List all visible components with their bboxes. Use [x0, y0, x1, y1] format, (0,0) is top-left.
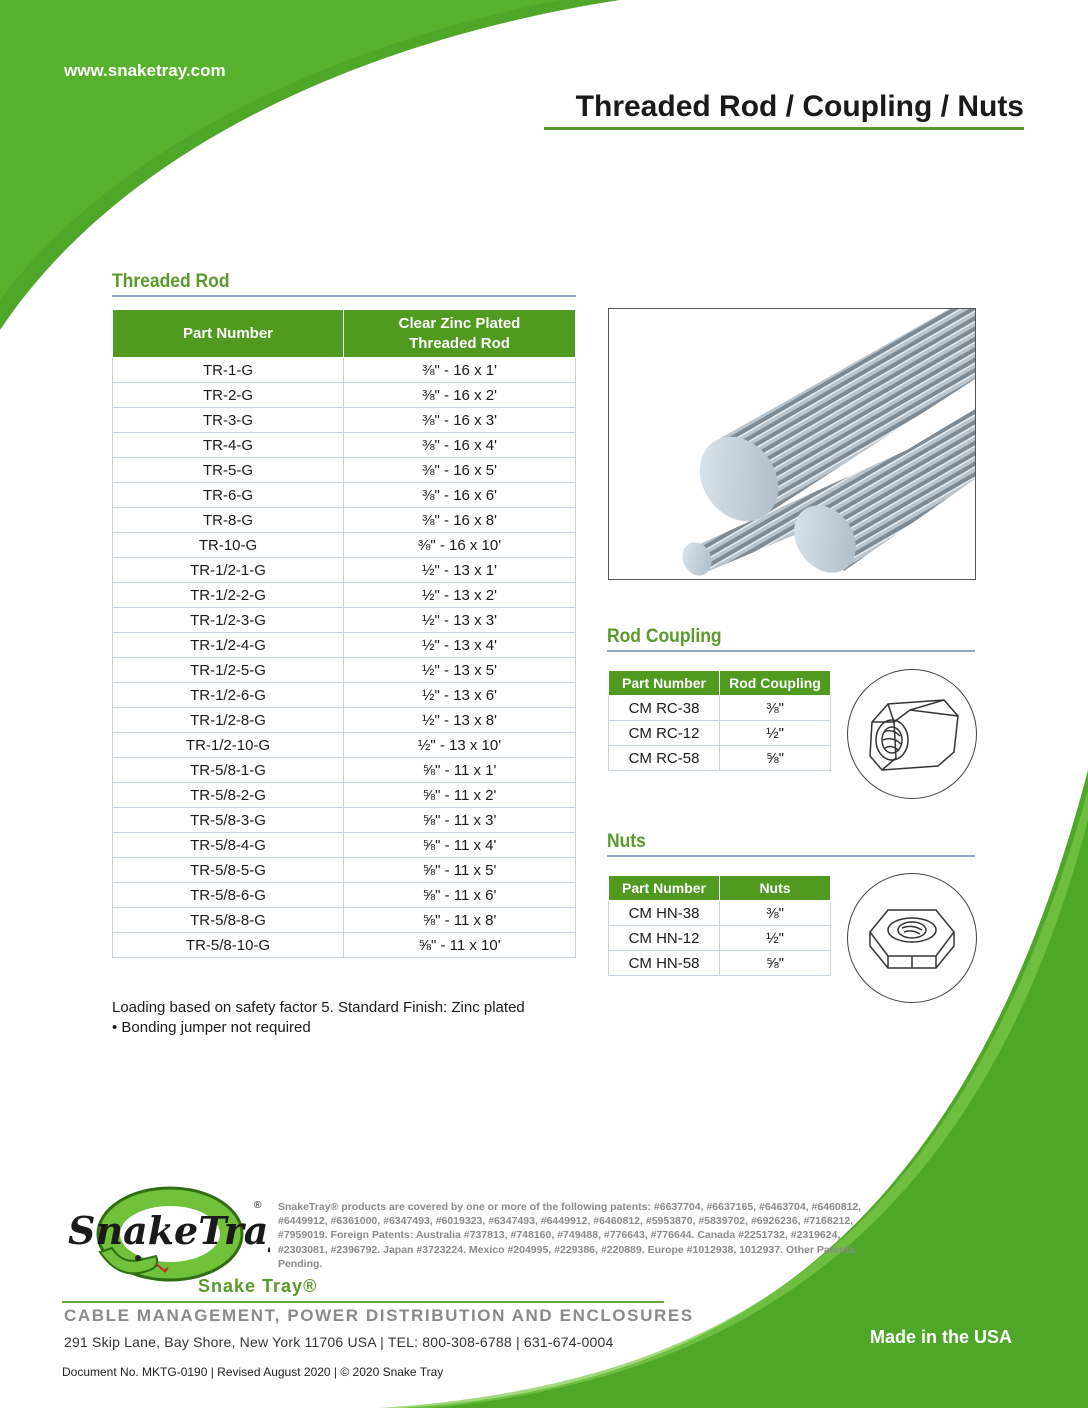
spec-cell: ⅝" - 11 x 1': [344, 758, 576, 783]
table-row: [113, 508, 576, 533]
spec-cell: ⅜" - 16 x 1': [344, 358, 576, 383]
spec-cell: ⅜" - 16 x 5': [344, 458, 576, 483]
part-number-cell: TR-6-G: [113, 483, 344, 508]
spec-cell: ½" - 13 x 10': [344, 733, 576, 758]
table-row: [113, 733, 576, 758]
table-row: [113, 383, 576, 408]
part-number-cell: TR-1/2-8-G: [113, 708, 344, 733]
part-number-cell: CM RC-38: [609, 696, 720, 721]
column-header-part-number: Part Number: [609, 671, 720, 696]
title-underline: [544, 127, 1024, 130]
company-address: 291 Skip Lane, Bay Shore, New York 11706 USA | TEL: 800-308-6788 | 631-674-0004: [64, 1334, 614, 1350]
spec-cell: ½" - 13 x 3': [344, 608, 576, 633]
website-url[interactable]: www.snaketray.com: [64, 61, 226, 80]
spec-cell: ½" - 13 x 4': [344, 633, 576, 658]
table-row: [113, 433, 576, 458]
threaded-rod-heading: Threaded Rod: [112, 271, 230, 292]
spec-cell: ⅜" - 16 x 10': [344, 533, 576, 558]
document-number: Document No. MKTG-0190 | Revised August 2020 | © 2020 Snake Tray: [62, 1365, 444, 1379]
column-header-threaded-rod: Clear Zinc Plated Threaded Rod: [344, 310, 576, 358]
table-row: [113, 708, 576, 733]
note-loading: Loading based on safety factor 5. Standard Finish: Zinc plated: [112, 999, 525, 1016]
spec-cell: ½": [720, 926, 831, 951]
table-row: [113, 483, 576, 508]
column-header-part-number: Part Number: [113, 310, 344, 358]
part-number-cell: CM HN-38: [609, 901, 720, 926]
part-number-cell: TR-4-G: [113, 433, 344, 458]
table-row: [113, 658, 576, 683]
table-row: [609, 696, 831, 721]
spec-cell: ½" - 13 x 2': [344, 583, 576, 608]
table-row: [113, 458, 576, 483]
part-number-cell: CM RC-58: [609, 746, 720, 771]
table-row: [113, 933, 576, 958]
threaded-rod-rule: [112, 295, 576, 297]
spec-cell: ⅝" - 11 x 6': [344, 883, 576, 908]
spec-cell: ⅝" - 11 x 5': [344, 858, 576, 883]
part-number-cell: TR-5/8-3-G: [113, 808, 344, 833]
patent-notice: SnakeTray® products are covered by one or more of the following patents: #6637704, #6637165, #6463704, #6460812, #6449912, #6361000, #6347493, #6019323, #6347493, #6449912, #6460812, #5953870, #5839702, #6926236, #7168212, #7959019. Foreign Patents: Australia #737813, #748160, #749488, #776643, #776644. Canada #2251732, #2319624, #2303081, #2396792. Japan #3723224. Mexico #204995, #229386, #220889. Europe #1012938, 1012937. Other Patents Pending.: [278, 1201, 862, 1270]
part-number-cell: TR-5/8-2-G: [113, 783, 344, 808]
part-number-cell: TR-5/8-8-G: [113, 908, 344, 933]
table-row: [113, 808, 576, 833]
spec-cell: ⅜": [720, 696, 831, 721]
table-row: [113, 833, 576, 858]
table-row: [113, 583, 576, 608]
spec-cell: ⅝" - 11 x 10': [344, 933, 576, 958]
footer-rule: [62, 1301, 664, 1303]
threaded-rod-table: [112, 309, 576, 958]
part-number-cell: TR-1/2-3-G: [113, 608, 344, 633]
nuts-table: [608, 875, 831, 976]
table-row: [609, 951, 831, 976]
spec-cell: ⅜": [720, 901, 831, 926]
table-header-row: [609, 671, 831, 696]
table-row: [113, 758, 576, 783]
spec-cell: ½": [720, 721, 831, 746]
part-number-cell: TR-1/2-4-G: [113, 633, 344, 658]
snaketray-logo: [60, 1182, 270, 1286]
part-number-cell: TR-8-G: [113, 508, 344, 533]
spec-cell: ⅝" - 11 x 3': [344, 808, 576, 833]
spec-cell: ½" - 13 x 8': [344, 708, 576, 733]
notes: [112, 998, 525, 1038]
hex-nut-icon: [848, 874, 976, 1002]
part-number-cell: TR-5/8-10-G: [113, 933, 344, 958]
table-header-row: [113, 310, 576, 358]
spec-cell: ⅝": [720, 746, 831, 771]
svg-text:®: ®: [254, 1200, 262, 1211]
spec-cell: ⅝" - 11 x 2': [344, 783, 576, 808]
table-row: [113, 608, 576, 633]
part-number-cell: TR-5/8-6-G: [113, 883, 344, 908]
coupling-icon: [848, 670, 976, 798]
part-number-cell: CM RC-12: [609, 721, 720, 746]
table-row: [113, 883, 576, 908]
table-row: [609, 721, 831, 746]
part-number-cell: TR-10-G: [113, 533, 344, 558]
part-number-cell: CM HN-58: [609, 951, 720, 976]
logo-text: SnakeTray: [68, 1208, 270, 1253]
column-header-nuts: Nuts: [720, 876, 831, 901]
threaded-rod-photo: [608, 308, 976, 580]
part-number-cell: TR-5/8-4-G: [113, 833, 344, 858]
spec-cell: ⅝" - 11 x 4': [344, 833, 576, 858]
table-row: [609, 926, 831, 951]
table-row: [113, 408, 576, 433]
part-number-cell: TR-1/2-10-G: [113, 733, 344, 758]
column-header-rod-coupling: Rod Coupling: [720, 671, 831, 696]
spec-cell: ⅝" - 11 x 8': [344, 908, 576, 933]
column-header-part-number: Part Number: [609, 876, 720, 901]
rod-coupling-heading: Rod Coupling: [607, 626, 722, 647]
part-number-cell: TR-1-G: [113, 358, 344, 383]
snake-logo-icon: [60, 1182, 270, 1286]
table-row: [113, 633, 576, 658]
spec-cell: ⅜" - 16 x 6': [344, 483, 576, 508]
spec-cell: ⅝": [720, 951, 831, 976]
table-row: [113, 858, 576, 883]
coupling-illustration: [847, 669, 977, 799]
made-in-usa: Made in the USA: [870, 1327, 1013, 1347]
spec-cell: ⅜" - 16 x 3': [344, 408, 576, 433]
table-row: [113, 783, 576, 808]
note-bonding: • Bonding jumper not required: [112, 1019, 311, 1036]
spec-cell: ½" - 13 x 6': [344, 683, 576, 708]
table-row: [113, 683, 576, 708]
table-row: [609, 901, 831, 926]
part-number-cell: TR-2-G: [113, 383, 344, 408]
spec-cell: ½" - 13 x 1': [344, 558, 576, 583]
part-number-cell: TR-1/2-5-G: [113, 658, 344, 683]
brand-name: Snake Tray®: [198, 1276, 318, 1296]
spec-cell: ⅜" - 16 x 4': [344, 433, 576, 458]
table-row: [609, 746, 831, 771]
part-number-cell: TR-1/2-1-G: [113, 558, 344, 583]
part-number-cell: TR-5/8-1-G: [113, 758, 344, 783]
part-number-cell: TR-5/8-5-G: [113, 858, 344, 883]
part-number-cell: TR-3-G: [113, 408, 344, 433]
table-row: [113, 908, 576, 933]
nuts-heading: Nuts: [607, 831, 646, 852]
table-header-row: [609, 876, 831, 901]
rod-coupling-table: [608, 670, 831, 771]
nut-illustration: [847, 873, 977, 1003]
part-number-cell: CM HN-12: [609, 926, 720, 951]
spec-cell: ⅜" - 16 x 2': [344, 383, 576, 408]
rod-coupling-rule: [607, 650, 975, 652]
part-number-cell: TR-5-G: [113, 458, 344, 483]
company-tagline: CABLE MANAGEMENT, POWER DISTRIBUTION AND ENCLOSURES: [64, 1306, 694, 1325]
spec-cell: ½" - 13 x 5': [344, 658, 576, 683]
nuts-rule: [607, 855, 975, 857]
spec-cell: ⅜" - 16 x 8': [344, 508, 576, 533]
table-row: [113, 358, 576, 383]
table-row: [113, 533, 576, 558]
part-number-cell: TR-1/2-2-G: [113, 583, 344, 608]
part-number-cell: TR-1/2-6-G: [113, 683, 344, 708]
table-row: [113, 558, 576, 583]
page-title: Threaded Rod / Coupling / Nuts: [575, 90, 1024, 123]
